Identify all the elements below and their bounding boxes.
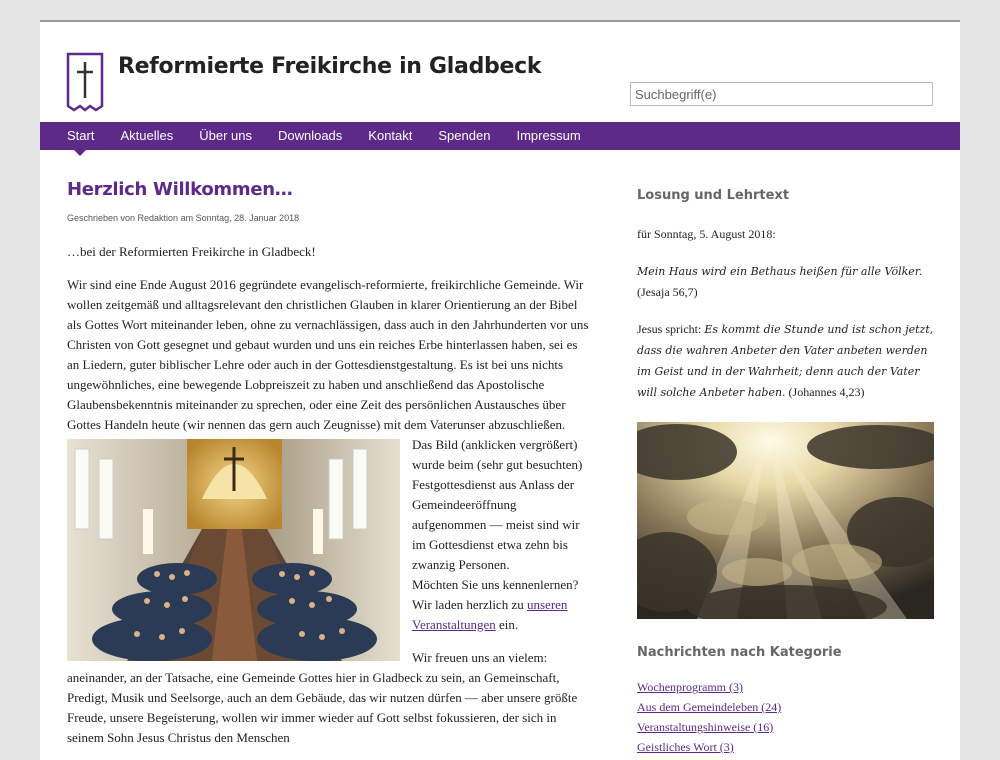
losung-verse-1	[637, 261, 934, 302]
nav-item-ueber-uns[interactable]: Über uns	[199, 128, 252, 143]
post-paragraph-1: Wir sind eine Ende August 2016 gegründete evangelisch-reformierte, freikirchliche Gemeinde. Wir wollen zeitgemäß und alltagsrelevant den christlichen Glauben in klarer Orientierung an der Bibel als Gottes Wort miteinander leben, ohne zu vernachlässigen, dass auch in den Jahrhunderten vor uns Christen von Gott gesegnet und gebaut wurden und uns ein reiches Erbe hinterlassen haben, sei es an Liedern, guter biblischer Lehre oder auch in der Gottesdienstgestaltung. Es ist bei uns nichts ungewöhnliches, eine bewegende Lobpreiszeit zu haben und anschließend das Apostolische Glaubensbekenntnis miteinander zu sprechen, oder eine Zeit des persönlichen Austausches über Gottes Handeln heute (wir nennen das gern auch Zeugnisse) mit dem Vaterunser abzuschließen.	[67, 277, 589, 432]
nav-item-spenden[interactable]: Spenden	[438, 128, 491, 143]
search-input[interactable]	[630, 82, 933, 106]
post-paragraph-3: Wir freuen uns an vielem: aneinander, an der Tatsache, eine Gemeinde Gottes hier in Gladbeck zu sein, an Gemeinschaft, Predigt, Musik und Seelsorge, auch an dem Gebäude, das wir nutzen dürfen — aber unsere größte Freude, unsere Begeisterung, wollen wir immer wieder auf Gott selbst fokussieren, der sich in seinem Sohn Jesus Christus den Menschen	[67, 650, 578, 745]
clouds-sunrays-image	[637, 422, 934, 619]
category-link-wochenprogramm[interactable]: Wochenprogramm (3)	[637, 680, 743, 694]
site-header	[40, 22, 960, 122]
losung-verse-1-text: Mein Haus wird ein Bethaus heißen für alle Völker.	[637, 265, 923, 278]
losung-title: Losung und Lehrtext	[637, 188, 790, 203]
losung-verse-2-text: Es kommt die Stunde und ist schon jetzt, dass die wahren Anbeter den Vater anbeten werden im Geist und in der Wahrheit; denn auch der Vater will solche Anbeter haben.	[637, 323, 934, 399]
list-item	[637, 697, 934, 717]
photo-caption: Das Bild (anklicken vergrößert) wurde beim (sehr gut besuchten) Festgottesdienst aus Anlass der Gemeindeeröffnung aufgenommen — meist sind wir im Gottesdienst etwa zehn bis zwanzig Personen.	[412, 437, 583, 572]
nav-item-downloads[interactable]: Downloads	[277, 128, 343, 143]
main-content	[67, 172, 592, 760]
nav-item-kontakt[interactable]: Kontakt	[368, 128, 413, 143]
nav-item-impressum[interactable]: Impressum	[516, 128, 581, 143]
main-nav	[40, 122, 960, 150]
list-item	[637, 717, 934, 737]
losung-date: für Sonntag, 5. August 2018:	[637, 227, 776, 241]
category-list	[637, 677, 934, 757]
category-link-gemeindeleben[interactable]: Aus dem Gemeindeleben (24)	[637, 700, 782, 714]
post-title[interactable]: Herzlich Willkommen…	[67, 179, 293, 200]
invitation-suffix: ein.	[495, 617, 519, 632]
losung-verse-2	[637, 319, 934, 403]
page	[40, 20, 960, 760]
invitation-text: Möchten Sie uns kennenlernen? Wir laden herzlich zu	[412, 577, 579, 612]
post-meta: Geschrieben von Redaktion am Sonntag, 28. Januar 2018	[67, 213, 300, 223]
category-link-veranstaltungshinweise[interactable]: Veranstaltungshinweise (16)	[637, 720, 774, 734]
category-link-geistliches-wort[interactable]: Geistliches Wort (3)	[637, 740, 734, 754]
cross-banner-icon[interactable]	[66, 52, 104, 112]
categories-title: Nachrichten nach Kategorie	[637, 645, 842, 660]
site-title[interactable]: Reformierte Freikirche in Gladbeck	[118, 54, 542, 79]
nav-item-aktuelles[interactable]: Aktuelles	[120, 128, 174, 143]
sidebar	[637, 172, 934, 757]
post-intro: …bei der Reformierten Freikirche in Gladbeck!	[67, 244, 316, 259]
list-item	[637, 737, 934, 757]
losung-verse-1-ref: (Jesaja 56,7)	[637, 285, 698, 299]
nav-item-start[interactable]: Start	[40, 122, 107, 150]
losung-verse-2-ref: (Johannes 4,23)	[785, 385, 865, 399]
list-item	[637, 677, 934, 697]
events-link[interactable]: unseren Veranstaltungen	[412, 597, 568, 632]
church-service-photo[interactable]	[67, 439, 400, 661]
losung-verse-2-prefix: Jesus spricht:	[637, 322, 705, 336]
